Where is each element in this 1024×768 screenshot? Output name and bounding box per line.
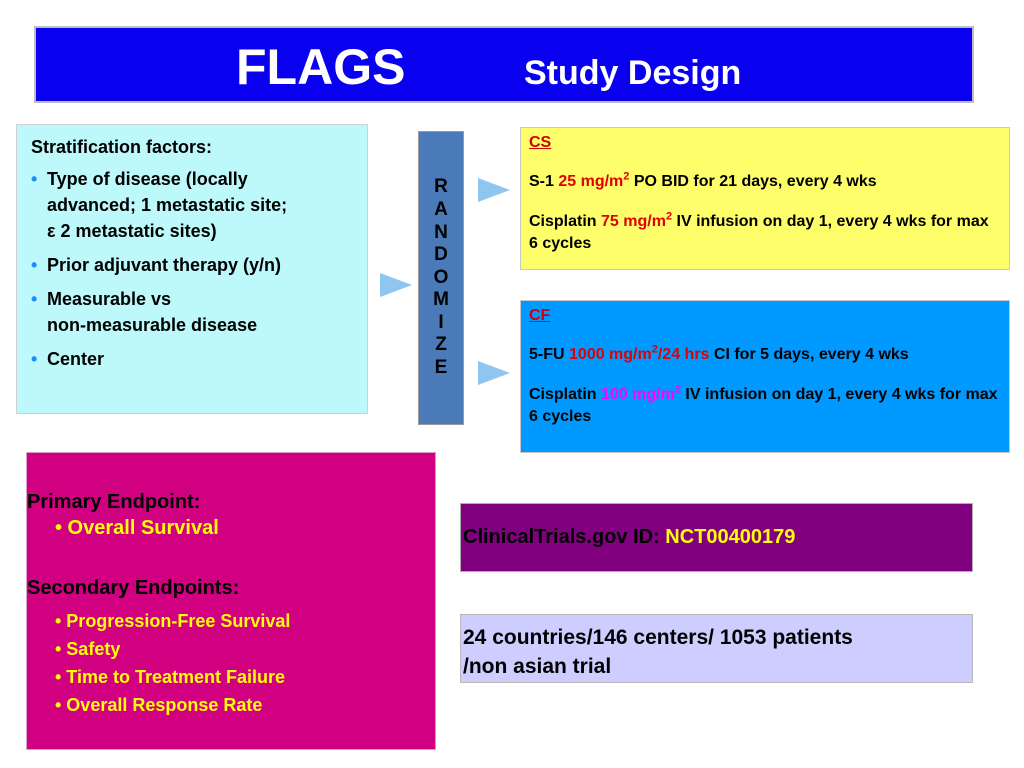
cs-arm-box <box>520 127 1010 270</box>
stratification-item <box>31 166 357 244</box>
randomize-letter: D <box>434 244 448 266</box>
cf-arm-box <box>520 300 1010 453</box>
drug-schedule: CI for 5 days, every 4 wks <box>713 346 909 363</box>
title-banner <box>34 26 974 103</box>
drug-name: Cisplatin <box>529 213 597 230</box>
drug-schedule: IV infusion on day 1, every 4 wks for max 6 cycles <box>529 213 989 252</box>
primary-endpoint-item: • Overall Survival <box>55 517 219 539</box>
stratification-heading: Stratification factors: <box>31 137 213 157</box>
stratification-item <box>31 346 357 372</box>
stratification-box <box>16 124 368 414</box>
regimen-line <box>529 384 999 428</box>
stratification-item-text: Prior adjuvant therapy (y/n) <box>47 255 282 275</box>
bullet-icon: • <box>31 169 38 189</box>
secondary-endpoint-item: • Safety <box>55 639 121 659</box>
secondary-endpoint-item: • Overall Response Rate <box>55 695 263 715</box>
drug-dose: 75 $mg/m^2$ <box>601 210 673 230</box>
title-main: FLAGS <box>236 39 406 95</box>
regimen-line <box>529 211 999 255</box>
primary-endpoint-heading: Primary Endpoint: <box>27 491 201 513</box>
bullet-icon: • <box>31 255 38 275</box>
secondary-endpoint-item: • Progression-Free Survival <box>55 611 291 631</box>
drug-dose: 25 $mg/m^2$ <box>558 170 630 190</box>
stratification-item-text: Type of disease (locally advanced; 1 metastatic site; ε 2 metastatic sites) <box>47 169 288 241</box>
endpoints-box <box>26 452 436 750</box>
arm-code: CF <box>529 307 551 324</box>
arrow-right-icon <box>478 178 510 202</box>
title-sub: Study Design <box>524 54 742 92</box>
bullet-icon: • <box>31 289 38 309</box>
randomize-letter: O <box>433 266 449 288</box>
drug-name: Cisplatin <box>529 386 597 403</box>
randomize-letter: Z <box>435 334 447 356</box>
drug-schedule: PO BID for 21 days, every 4 wks <box>633 173 877 190</box>
drug-name: S-1 <box>529 173 554 190</box>
clinicaltrials-box <box>460 503 973 572</box>
arrow-right-icon <box>380 273 412 297</box>
regimen-line <box>529 344 999 366</box>
randomize-letter: A <box>434 198 448 220</box>
randomize-letter: N <box>434 221 448 243</box>
stratification-item-text: Measurable vs non-measurable disease <box>47 289 258 335</box>
stratification-item-text: Center <box>47 349 105 369</box>
drug-dose: 100 $mg/m^2$ <box>601 383 681 403</box>
drug-schedule: IV infusion on day 1, every 4 wks for max 6 cycles <box>529 386 998 425</box>
drug-name: 5-FU <box>529 346 565 363</box>
arrow-right-icon <box>478 361 510 385</box>
clinicaltrials-id: NCT00400179 <box>665 526 796 548</box>
stratification-item <box>31 252 357 278</box>
stratification-item <box>31 286 357 338</box>
arm-code: CS <box>529 134 552 151</box>
randomize-letter: E <box>434 357 448 379</box>
randomize-letter: R <box>434 176 448 198</box>
bullet-icon: • <box>31 349 38 369</box>
secondary-endpoint-heading: Secondary Endpoints: <box>27 577 240 599</box>
randomize-column <box>418 131 464 425</box>
randomize-letter: M <box>433 289 449 311</box>
trial-info-box: 24 countries/146 centers/ 1053 patients /non asian trial <box>460 614 973 683</box>
randomize-letter: I <box>438 311 444 333</box>
secondary-endpoint-item: • Time to Treatment Failure <box>55 667 286 687</box>
secondary-endpoint-list <box>27 607 435 719</box>
regimen-line <box>529 171 999 193</box>
drug-dose: 1000 $mg/m^2/24$ hrs <box>569 343 710 363</box>
clinicaltrials-label: ClinicalTrials.gov ID: <box>463 526 660 548</box>
